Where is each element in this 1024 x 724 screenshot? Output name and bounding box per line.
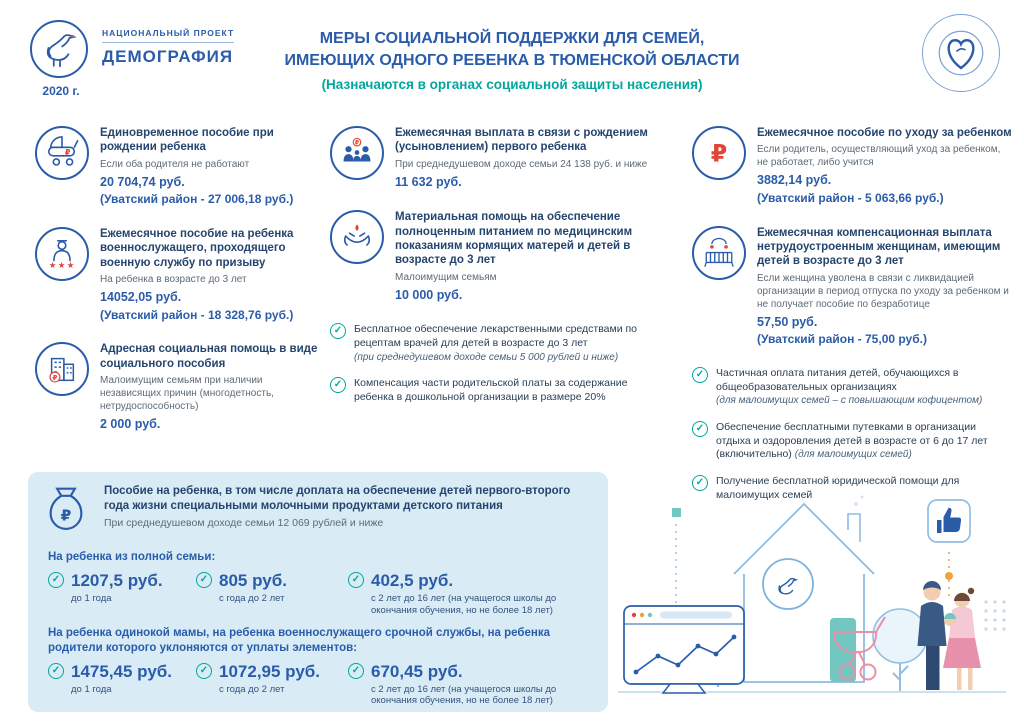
amount-value: 402,5 руб. (371, 570, 454, 590)
decor-square (672, 508, 681, 517)
benefit-title: Ежемесячное пособие по уходу за ребенком (757, 127, 1012, 139)
ruble-icon (692, 126, 746, 180)
group2-label: На ребенка одинокой мамы, на ребенка военнослужащего срочной службы, на ребенка родители которого уклоняются от уплаты элементов: (48, 626, 550, 654)
check-icon: ✓ (692, 421, 708, 437)
check-icon: ✓ (196, 663, 212, 679)
benefit-note: (Уватский район - 5 063,66 руб.) (757, 190, 944, 205)
amount-value: 1207,5 руб. (71, 570, 163, 590)
stork-icon (38, 28, 80, 70)
project-name: ДЕМОГРАФИЯ (102, 47, 234, 66)
column-left (35, 126, 325, 453)
benefit-amount: 57,50 руб. (757, 314, 818, 329)
soldier-icon (35, 227, 89, 281)
benefit-note: (Уватский район - 75,00 руб.) (757, 332, 927, 347)
amount-desc: с года до 2 лет (219, 592, 285, 604)
amount-item (196, 572, 348, 617)
check-icon: ✓ (348, 663, 364, 679)
check-note: (для малоимущих семей – с повышающим кофицентом) (716, 395, 983, 407)
department-logo (922, 14, 1000, 92)
benefit-amount: 2 000 руб. (100, 417, 161, 432)
check-text (716, 421, 1012, 462)
benefit-desc: При среднедушевом доходе семьи 24 138 руб. и ниже (395, 158, 648, 170)
amount-value: 670,45 руб. (371, 661, 463, 681)
child-benefit-panel (28, 472, 608, 712)
brand-text (102, 28, 234, 67)
check-note: (при среднедушевом доходе семьи 5 000 рублей и ниже) (354, 351, 619, 363)
family-illustration (918, 581, 982, 690)
check-text-main: Получение бесплатной юридической помощи для малоимущих семей (716, 474, 960, 501)
check-icon: ✓ (692, 367, 708, 383)
benefit-card (692, 126, 1012, 207)
benefit-amount: 11 632 руб. (395, 174, 462, 189)
benefit-desc: На ребенка в возрасте до 3 лет (100, 274, 247, 286)
svg-text:₽: ₽ (710, 139, 728, 168)
amount-item (196, 663, 348, 708)
benefit-card (35, 227, 325, 323)
amount-desc: до 1 года (71, 683, 112, 695)
check-item (330, 323, 662, 364)
check-text (354, 377, 662, 404)
check-icon: ✓ (348, 572, 364, 588)
project-label: НАЦИОНАЛЬНЫЙ ПРОЕКТ (102, 28, 234, 43)
dot-grid (984, 600, 1005, 630)
house-illustration (734, 496, 874, 683)
stork-logo-icon (30, 20, 88, 78)
svg-text:★: ★ (48, 261, 57, 272)
amount-item (48, 663, 196, 708)
svg-text:★: ★ (57, 261, 66, 272)
group2-row (48, 663, 592, 708)
amount-desc: с 2 лет до 16 лет (на учащегося школы до окончания обучения, но не более 18 лет) (371, 592, 557, 616)
check-icon: ✓ (330, 377, 346, 393)
benefit-card (330, 210, 662, 304)
heart-logo-icon (931, 23, 991, 83)
monitor-illustration (624, 606, 744, 693)
amount-item (48, 572, 196, 617)
amount-item (348, 663, 592, 708)
family-icon (330, 126, 384, 180)
benefit-title: Единовременное пособие при рождении ребенка (100, 127, 274, 154)
subtitle: (Назначаются в органах социальной защиты населения) (321, 77, 703, 93)
panel-desc: При среднедушевом доходе семьи 12 069 рублей и ниже (104, 516, 384, 529)
check-item (692, 367, 1012, 408)
crib-icon (692, 226, 746, 280)
amount-desc: с года до 2 лет (219, 683, 285, 695)
amount-desc: с 2 лет до 16 лет (на учащегося школы до окончания обучения, но не более 18 лет) (371, 683, 557, 707)
benefit-card (35, 342, 325, 433)
column-center (330, 126, 662, 417)
benefit-amount: 3882,14 руб. (757, 173, 832, 188)
benefit-desc: Если женщина уволена в связи с ликвидацией организации в период отпуска по уходу за ребенком и не получает пособие по безработице (757, 272, 1009, 310)
amount-item (348, 572, 592, 617)
amount-value: 1072,95 руб. (219, 661, 321, 681)
benefit-desc: Если оба родителя не работают (100, 158, 250, 170)
benefit-card (330, 126, 662, 191)
check-item (692, 421, 1012, 462)
panel-title: Пособие на ребенка, в том числе доплата на обеспечение детей первого-второго года жизни специальными молочными продуктами детского питания (104, 485, 571, 512)
check-text (354, 323, 662, 364)
title-line-1: МЕРЫ СОЦИАЛЬНОЙ ПОДДЕРЖКИ ДЛЯ СЕМЕЙ, (319, 30, 705, 47)
benefit-desc: Малоимущим семьям (395, 271, 497, 283)
benefit-desc: Если родитель, осуществляющий уход за ребенком, не работает, либо учится (757, 144, 1001, 169)
check-text-main: Обеспечение бесплатными путевками в организации отдыха и оздоровления детей в возрасте от 6 до 17 лет (включительно) (716, 421, 988, 461)
benefit-card (692, 226, 1012, 348)
baby-carriage-icon (35, 126, 89, 180)
amount-desc: до 1 года (71, 592, 112, 604)
benefit-title: Ежемесячная компенсационная выплата нетрудоустроенным женщинам, имеющим детей в возрасте до 3 лет (757, 226, 1001, 268)
svg-text:★: ★ (66, 261, 75, 272)
check-text-main: Компенсация части родительской платы за содержание ребенка в дошкольной организации в размере 20% (354, 377, 628, 403)
check-text (716, 367, 1012, 408)
benefit-title: Материальная помощь на обеспечение полноценным питанием по медицинским показаниям кормящих матерей и детей в возрасте до 3 лет (395, 211, 633, 267)
benefit-desc: Малоимущим семьям при наличии независящих причин (многодетность, нетрудоспособность) (100, 375, 274, 413)
benefit-note: (Уватский район - 18 328,76 руб.) (100, 307, 294, 322)
svg-text:₽: ₽ (64, 147, 71, 157)
check-text-main: Бесплатное обеспечение лекарственными средствами по рецептам врачей для детей в возрасте до 3 лет (354, 323, 638, 349)
benefit-card (35, 126, 325, 208)
svg-text:₽: ₽ (60, 506, 72, 525)
title-line-2: ИМЕЮЩИХ ОДНОГО РЕБЕНКА В ТЮМЕНСКОЙ ОБЛАСТИ (284, 51, 740, 69)
page-title (242, 28, 782, 92)
group1-label: На ребенка из полной семьи: (48, 551, 216, 563)
benefit-amount: 14052,05 руб. (100, 290, 182, 305)
amount-value: 1475,45 руб. (71, 661, 173, 681)
check-icon: ✓ (692, 475, 708, 491)
check-icon: ✓ (48, 663, 64, 679)
svg-text:₽: ₽ (52, 373, 58, 383)
benefit-amount: 20 704,74 руб. (100, 174, 185, 189)
check-item (330, 377, 662, 404)
check-icon: ✓ (48, 572, 64, 588)
benefit-title: Ежемесячное пособие на ребенка военнослужащего, проходящего военную службу по призыву (100, 228, 294, 269)
check-icon: ✓ (330, 323, 346, 339)
benefit-amount: 10 000 руб. (395, 287, 463, 302)
year-label: 2020 г. (42, 84, 80, 98)
check-icon: ✓ (196, 572, 212, 588)
check-note: (для малоимущих семей) (794, 449, 912, 461)
svg-text:₽: ₽ (354, 139, 360, 147)
panel-header (42, 484, 592, 541)
amount-value: 805 руб. (219, 570, 287, 590)
check-text-main: Частичная оплата питания детей, обучающихся в общеобразовательных организациях (716, 367, 959, 393)
benefit-title: Адресная социальная помощь в виде социального пособия (100, 343, 318, 370)
benefit-title: Ежемесячная выплата в связи с рождением (усыновлением) первого ребенка (395, 127, 648, 154)
money-bag-icon (42, 484, 92, 541)
illustration (610, 460, 1014, 718)
group1-row (48, 572, 592, 617)
column-right (692, 126, 1012, 515)
building-icon (35, 342, 89, 396)
benefit-note: (Уватский район - 27 006,18 руб.) (100, 192, 294, 207)
nutrition-hands-icon (330, 210, 384, 264)
